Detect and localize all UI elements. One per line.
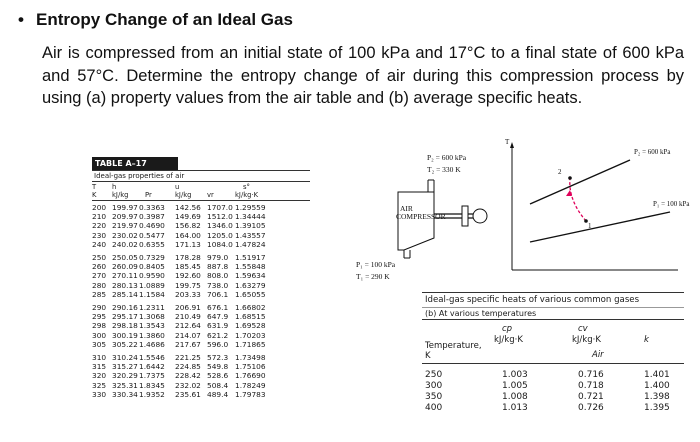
table-cell: 1.51917 — [235, 253, 266, 263]
k-header: k — [644, 335, 649, 345]
table-cell: 1.9352 — [139, 389, 165, 399]
table-cell: 185.45 — [175, 262, 201, 272]
table-cell: 330 — [92, 389, 107, 399]
unit-pr: Pr — [145, 191, 152, 199]
table-cell: 887.8 — [207, 262, 229, 272]
table-cell: 142.56 — [175, 203, 201, 212]
cp-unit: kJ/kg·K — [494, 335, 523, 345]
exit-pressure: P₂ = 600 kPa — [427, 153, 467, 162]
specific-heats-cell: 1.013 — [502, 403, 528, 413]
table-cell: 508.4 — [207, 380, 229, 390]
specific-heats-grid — [422, 320, 684, 440]
table-cell: 0.9590 — [139, 271, 165, 281]
table-group — [92, 203, 310, 249]
slide-title — [18, 10, 293, 30]
table-header — [92, 181, 310, 191]
unit-h: kJ/kg — [112, 191, 129, 199]
table-group — [92, 253, 310, 299]
table-cell: 228.42 — [175, 371, 201, 381]
table-cell: 489.4 — [207, 389, 229, 399]
specific-heats-title: Ideal-gas specific heats of various common gases — [422, 292, 684, 308]
table-cell: 230.02 — [112, 230, 138, 240]
unit-u: kJ/kg — [175, 191, 192, 199]
cv-unit: kJ/kg·K — [572, 335, 601, 345]
table-cell: 1.66802 — [235, 303, 266, 313]
table-cell: 298.18 — [112, 321, 138, 331]
table-cell: 315.27 — [112, 362, 138, 372]
compressor-label-2: COMPRESSOR — [396, 212, 446, 221]
table-cell: 1.73498 — [235, 353, 266, 363]
table-cell: 0.3987 — [139, 212, 165, 222]
specific-heats-cell: 0.718 — [578, 381, 604, 391]
table-cell: 203.33 — [175, 289, 201, 299]
specific-heats-cell: 1.400 — [644, 381, 670, 391]
table-cell: 305 — [92, 339, 107, 349]
table-cell: 1.0889 — [139, 280, 165, 290]
unit-vr: vr — [207, 191, 214, 199]
header-blank2 — [207, 183, 235, 191]
table-cell: 164.00 — [175, 230, 201, 240]
isobar-high — [530, 160, 630, 204]
table-cell: 1.39105 — [235, 221, 266, 231]
table-cell: 224.85 — [175, 362, 201, 372]
table-cell: 320.29 — [112, 371, 138, 381]
table-cell: 706.1 — [207, 289, 229, 299]
inlet-pressure: P₁ = 100 kPa — [356, 260, 396, 269]
table-cell: 0.8405 — [139, 262, 165, 272]
table-cell: 290 — [92, 303, 107, 313]
specific-heats-cell: 300 — [425, 381, 443, 391]
table-cell: 647.9 — [207, 312, 229, 322]
isobar-low — [530, 212, 670, 242]
isobar-high-label: P₂ = 600 kPa — [634, 148, 671, 156]
bullet: • — [18, 10, 24, 29]
table-cell: 315 — [92, 362, 107, 372]
specific-heats-cell: 1.401 — [644, 370, 670, 380]
process-path — [570, 178, 586, 221]
table-cell: 325.31 — [112, 380, 138, 390]
table-cell: 1.8345 — [139, 380, 165, 390]
table-row — [92, 371, 310, 380]
table-cell: 300 — [92, 330, 107, 340]
table-row — [92, 203, 310, 212]
table-cell: 305.22 — [112, 339, 138, 349]
table-cell: 206.91 — [175, 303, 201, 313]
table-cell: 210.49 — [175, 312, 201, 322]
table-cell: 240.02 — [112, 239, 138, 249]
specific-heats-table — [422, 292, 684, 440]
table-cell: 1.79783 — [235, 389, 266, 399]
table-title: TABLE A–17 — [92, 157, 178, 170]
state-2-label: 2 — [558, 168, 562, 176]
table-row — [92, 390, 310, 399]
table-cell: 1.6442 — [139, 362, 165, 372]
table-cell: 330.34 — [112, 389, 138, 399]
table-cell: 219.97 — [112, 221, 138, 231]
table-row — [92, 262, 310, 271]
table-units — [92, 191, 310, 201]
table-cell: 209.97 — [112, 212, 138, 222]
table-cell: 285.14 — [112, 289, 138, 299]
table-cell: 1.76690 — [235, 371, 266, 381]
table-cell: 310.24 — [112, 353, 138, 363]
table-cell: 171.13 — [175, 239, 201, 249]
table-cell: 631.9 — [207, 321, 229, 331]
table-cell: 1.7375 — [139, 371, 165, 381]
table-row — [92, 381, 310, 390]
ts-drawing — [500, 138, 690, 278]
table-cell: 1.2311 — [139, 303, 165, 313]
table-cell: 320 — [92, 371, 107, 381]
table-cell: 300.19 — [112, 330, 138, 340]
table-cell: 1.5546 — [139, 353, 165, 363]
table-row — [92, 240, 310, 249]
table-cell: 260 — [92, 262, 107, 272]
table-cell: 270.11 — [112, 271, 138, 281]
table-cell: 1.47824 — [235, 239, 266, 249]
table-cell: 621.2 — [207, 330, 229, 340]
t-axis-label: T — [505, 138, 510, 146]
table-cell: 310 — [92, 353, 107, 363]
table-cell: 0.4690 — [139, 221, 165, 231]
table-cell: 0.5477 — [139, 230, 165, 240]
table-cell: 280.13 — [112, 280, 138, 290]
table-cell: 220 — [92, 221, 107, 231]
table-cell: 1.78249 — [235, 380, 266, 390]
table-cell: 235.61 — [175, 389, 201, 399]
specific-heats-cell: 1.008 — [502, 392, 528, 402]
table-cell: 295 — [92, 312, 107, 322]
specific-heats-cell: 400 — [425, 403, 443, 413]
table-row — [92, 231, 310, 240]
temperature-unit: K — [425, 351, 431, 361]
specific-heats-cell: 1.003 — [502, 370, 528, 380]
table-body — [92, 201, 310, 399]
table-row — [92, 353, 310, 362]
header-u: u — [175, 183, 180, 191]
table-cell: 250 — [92, 253, 107, 263]
table-cell: 572.3 — [207, 353, 229, 363]
compressor-label-1: AIR — [400, 204, 413, 213]
table-cell: 1.71865 — [235, 339, 266, 349]
table-row — [92, 303, 310, 312]
header-s: s° — [243, 183, 250, 191]
table-cell: 232.02 — [175, 380, 201, 390]
header-blank — [139, 183, 175, 191]
temperature-header: Temperature, — [425, 341, 482, 351]
table-cell: 192.60 — [175, 271, 201, 281]
table-row — [92, 271, 310, 280]
table-cell: 1707.0 — [207, 203, 233, 212]
table-cell: 199.75 — [175, 280, 201, 290]
table-cell: 1.29559 — [235, 203, 266, 212]
specific-heats-cell: 1.398 — [644, 392, 670, 402]
table-row — [92, 253, 310, 262]
table-cell: 178.28 — [175, 253, 201, 263]
cp-header: cp — [502, 324, 513, 334]
table-cell: 1.3860 — [139, 330, 165, 340]
isobar-low-label: P₁ = 100 kPa — [653, 200, 690, 208]
table-row — [92, 321, 310, 330]
table-cell: 0.7329 — [139, 253, 165, 263]
table-cell: 0.3363 — [139, 203, 165, 212]
table-row — [92, 362, 310, 371]
table-cell: 1.69528 — [235, 321, 266, 331]
table-cell: 1084.0 — [207, 239, 233, 249]
table-cell: 1.3543 — [139, 321, 165, 331]
table-subtitle: Ideal-gas properties of air — [92, 170, 310, 181]
exit-temperature: T₂ = 330 K — [427, 165, 461, 174]
table-cell: 1.34444 — [235, 212, 266, 222]
table-row — [92, 312, 310, 321]
header-h: h — [112, 183, 117, 191]
table-cell: 528.6 — [207, 371, 229, 381]
table-cell: 1.43557 — [235, 230, 266, 240]
table-cell: 0.6355 — [139, 239, 165, 249]
table-cell: 676.1 — [207, 303, 229, 313]
specific-heats-cell: 0.721 — [578, 392, 604, 402]
table-row — [92, 281, 310, 290]
gas-name: Air — [592, 350, 604, 360]
table-cell: 280 — [92, 280, 107, 290]
table-cell: 214.07 — [175, 330, 201, 340]
table-cell: 1.3068 — [139, 312, 165, 322]
specific-heats-cell: 250 — [425, 370, 443, 380]
table-cell: 230 — [92, 230, 107, 240]
table-cell: 285 — [92, 289, 107, 299]
table-group — [92, 303, 310, 349]
table-cell: 1.68515 — [235, 312, 266, 322]
title-text: Entropy Change of an Ideal Gas — [36, 10, 293, 29]
unit-s: kJ/kg·K — [235, 191, 259, 199]
table-cell: 1346.0 — [207, 221, 233, 231]
table-cell: 325 — [92, 380, 107, 390]
table-row — [92, 331, 310, 340]
table-cell: 1.70203 — [235, 330, 266, 340]
table-cell: 200 — [92, 203, 107, 212]
table-cell: 738.0 — [207, 280, 229, 290]
compressor-diagram — [356, 150, 500, 290]
table-cell: 1512.0 — [207, 212, 233, 222]
table-row — [92, 212, 310, 221]
table-cell: 596.0 — [207, 339, 229, 349]
inlet-temperature: T₁ = 290 K — [356, 272, 390, 281]
header-T: T — [92, 183, 97, 191]
table-cell: 217.67 — [175, 339, 201, 349]
table-cell: 295.17 — [112, 312, 138, 322]
specific-heats-cell: 0.716 — [578, 370, 604, 380]
table-cell: 808.0 — [207, 271, 229, 281]
state-2-dot — [568, 176, 572, 180]
table-cell: 1.63279 — [235, 280, 266, 290]
specific-heats-cell: 1.005 — [502, 381, 528, 391]
specific-heats-subtitle: (b) At various temperatures — [422, 308, 684, 320]
table-row — [92, 290, 310, 299]
specific-heats-cell: 350 — [425, 392, 443, 402]
table-cell: 149.69 — [175, 212, 201, 222]
table-a17 — [92, 157, 310, 435]
table-row — [92, 340, 310, 349]
table-cell: 290.16 — [112, 303, 138, 313]
table-cell: 549.8 — [207, 362, 229, 372]
unit-K: K — [92, 191, 97, 199]
state-1-label: 1 — [588, 222, 592, 230]
table-group — [92, 353, 310, 399]
table-cell: 156.82 — [175, 221, 201, 231]
table-cell: 979.0 — [207, 253, 229, 263]
table-cell: 210 — [92, 212, 107, 222]
table-cell: 1.65055 — [235, 289, 266, 299]
table-cell: 240 — [92, 239, 107, 249]
problem-statement: Air is compressed from an initial state of 100 kPa and 17°C to a final state of 600 kPa and 57°C. Determine the entropy change of air during this compression process by using (a) property values from the air table and (b) average specific heats. — [42, 44, 684, 107]
specific-heats-cell: 0.726 — [578, 403, 604, 413]
table-cell: 1205.0 — [207, 230, 233, 240]
table-cell: 270 — [92, 271, 107, 281]
table-cell: 212.64 — [175, 321, 201, 331]
table-cell: 1.59634 — [235, 271, 266, 281]
ts-diagram — [500, 138, 690, 278]
table-cell: 199.97 — [112, 203, 138, 212]
table-cell: 221.25 — [175, 353, 201, 363]
table-cell: 298 — [92, 321, 107, 331]
table-cell: 1.75106 — [235, 362, 266, 372]
table-cell: 260.09 — [112, 262, 138, 272]
table-cell: 1.1584 — [139, 289, 165, 299]
specific-heats-cell: 1.395 — [644, 403, 670, 413]
cv-header: cv — [578, 324, 588, 334]
table-cell: 250.05 — [112, 253, 138, 263]
table-row — [92, 221, 310, 230]
table-cell: 1.4686 — [139, 339, 165, 349]
table-cell: 1.55848 — [235, 262, 266, 272]
